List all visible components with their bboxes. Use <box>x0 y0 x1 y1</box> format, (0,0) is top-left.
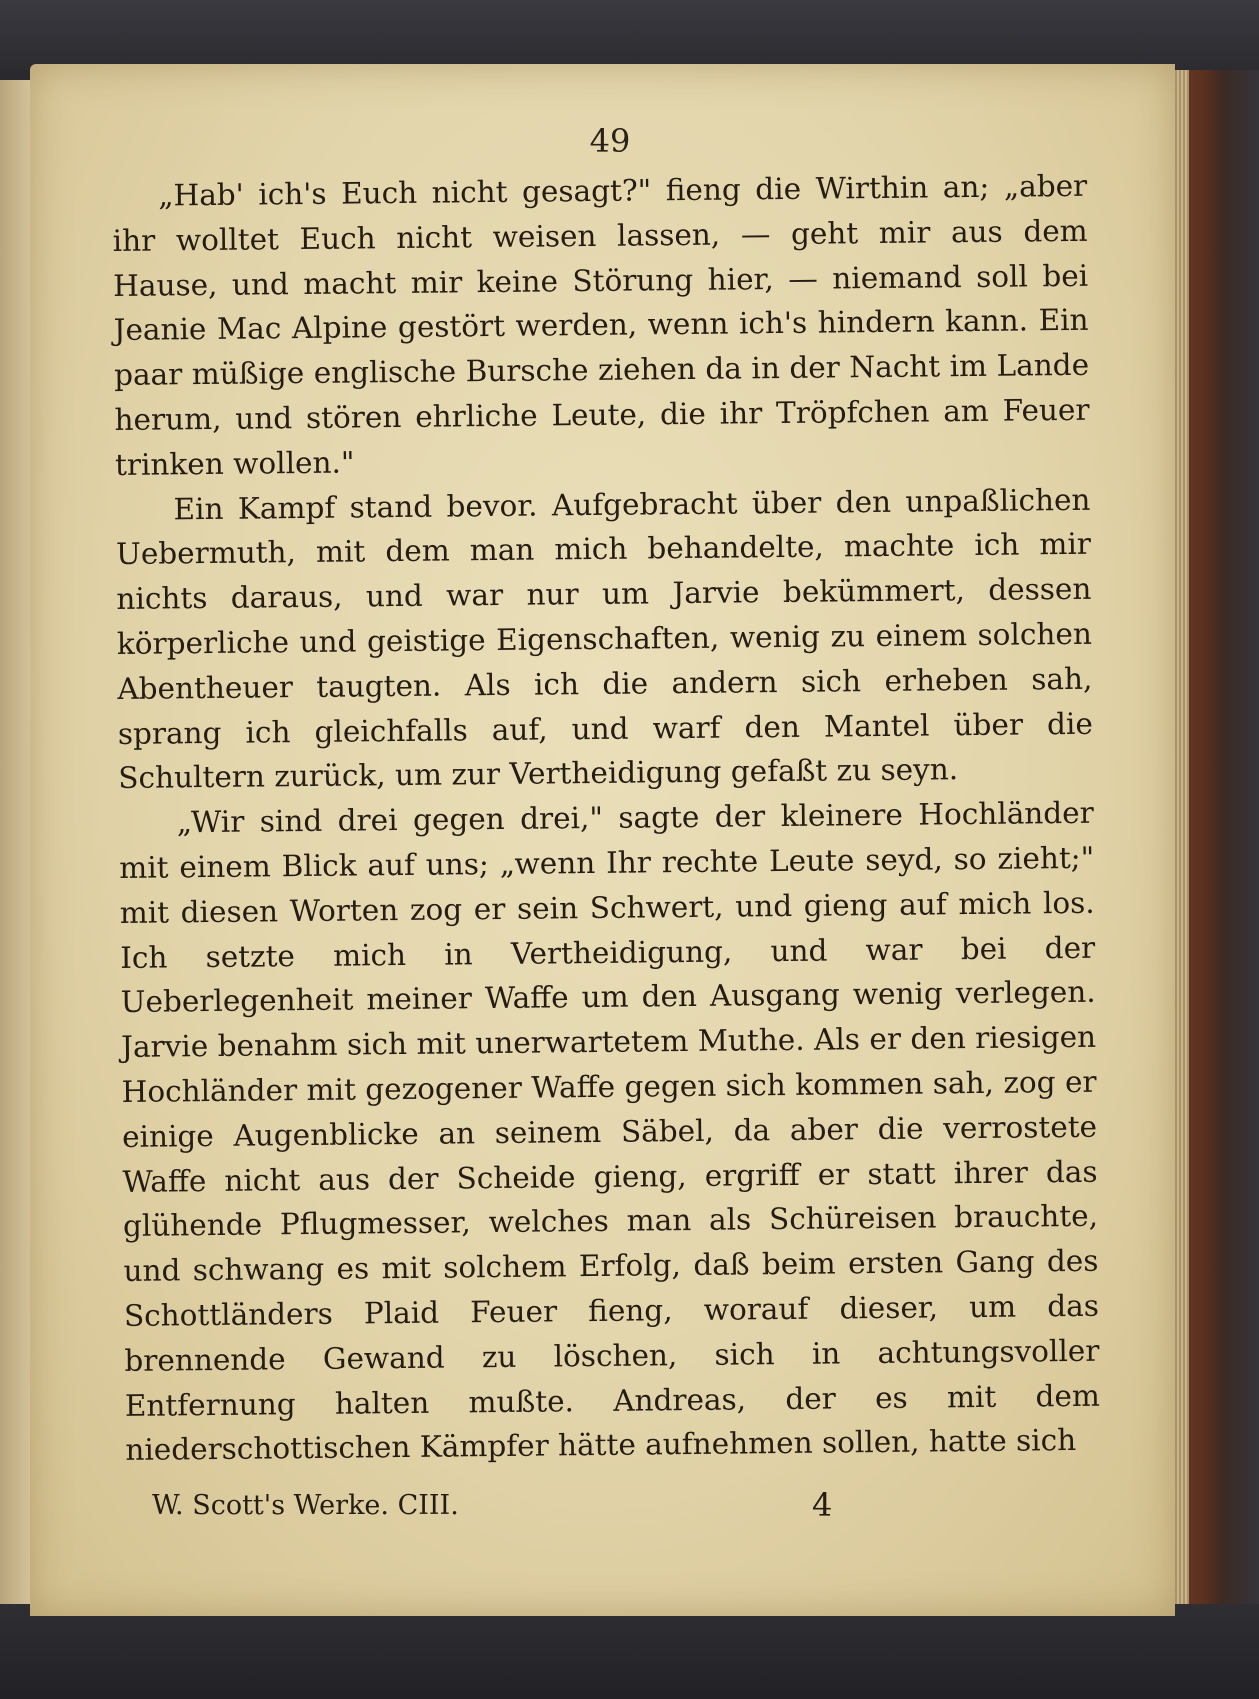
book-cover-top <box>0 0 1259 70</box>
page-number: 49 <box>589 122 631 160</box>
paragraph-3: „Wir sind drei gegen drei," sagte der kleinere Hochländer mit einem Blick auf uns; „wenn Ihr rechte Leute seyd, so zieht;" mit diesen Worten zog er sein Schwert, und gieng auf mich los. Ich setzte mich in Vertheidigung, und war bei der Ueberlegenheit meiner Waffe um den Ausgang wenig verlegen. Jarvie benahm sich mit unerwartetem Muthe. Als er den riesigen Hochländer mit gezogener Waffe gegen sich kommen sah, zog er einige Augenblicke an seinem Säbel, da aber die verrostete Waffe nicht aus der Scheide gieng, ergriff er statt ihrer das glühende Pflugmesser, welches man als Schüreisen brauchte, und schwang es mit solchem Erfolg, daß beim ersten Gang des Schottländers Plaid Feuer fieng, worauf dieser, um das brennende Gewand zu löschen, sich in achtungsvoller Entfernung halten mußte. Andreas, der es mit dem niederschottischen Kämpfer hätte aufnehmen sollen, hatte sich <box>119 795 1101 1468</box>
page-footer <box>112 1486 1087 1530</box>
book-cover-bottom <box>0 1604 1259 1699</box>
paragraph-1: „Hab' ich's Euch nicht gesagt?" fieng die Wirthin an; „aber ihr wolltet Euch nicht weisen lassen, — geht mir aus dem Hause, und macht mir keine Störung hier, — niemand soll bei Jeanie Mac Alpine gestört werden, wenn ich's hindern kann. Ein paar müßige englische Bursche ziehen da in der Nacht im Lande herum, und stören ehrliche Leute, die ihr Tröpfchen am Feuer trinken wollen." <box>112 168 1090 482</box>
footer-signature-mark: 4 <box>812 1486 833 1524</box>
footer-series-title: W. Scott's Werke. CIII. <box>152 1490 459 1521</box>
book-binding <box>1169 70 1259 1630</box>
book-page <box>30 64 1175 1616</box>
page-body-text <box>112 164 1101 1473</box>
paragraph-2: Ein Kampf stand bevor. Aufgebracht über den unpaßlichen Uebermuth, mit dem man mich behandelte, machte ich mir nichts daraus, und war nur um Jarvie bekümmert, dessen körperliche und geistige Eigenschaften, wenig zu einem solchen Abentheuer taugten. Als ich die andern sich erheben sah, sprang ich gleichfalls auf, und warf den Mantel über die Schultern zurück, um zur Vertheidigung gefaßt zu seyn. <box>115 482 1093 796</box>
